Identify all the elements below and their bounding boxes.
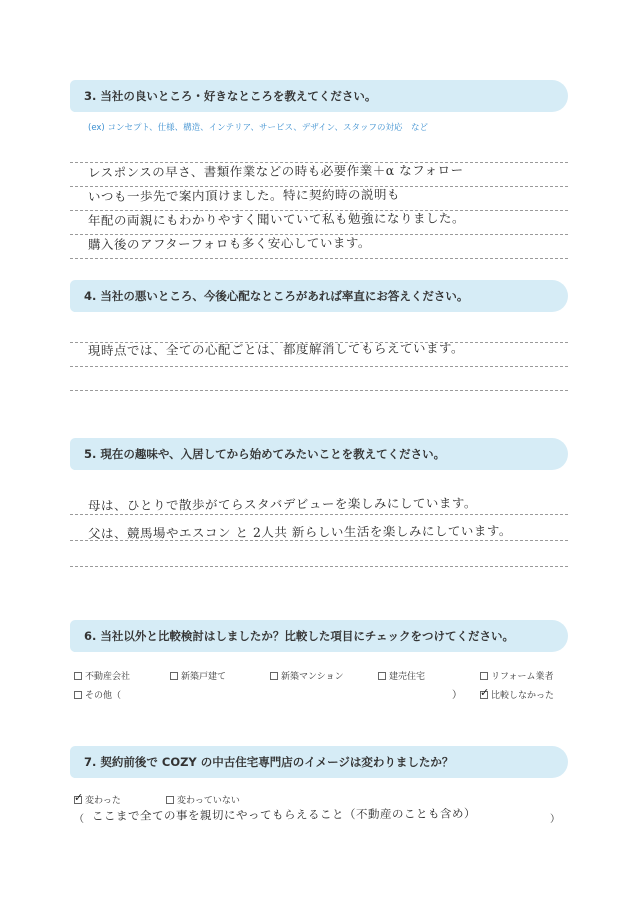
answer-line [70, 566, 568, 567]
option-label: 変わっていない [177, 796, 240, 806]
answer-line [70, 366, 568, 367]
checkbox[interactable] [378, 672, 386, 680]
answer-open-paren: （ [74, 814, 84, 825]
question-3-header [70, 80, 568, 112]
option-label: 新築マンション [281, 672, 344, 682]
answer-line [70, 390, 568, 391]
option-label: 新築戸建て [181, 672, 227, 682]
question-3-answer-line-4: 購入後のアフターフォロも多く安心しています。 [87, 235, 371, 252]
question-6-header [70, 620, 568, 652]
checkbox[interactable] [74, 691, 82, 699]
question-4-title: 4. 当社の悪いところ、今後心配なところがあれば率直にお答えください。 [84, 289, 469, 303]
question-5-answer-line-2: 父は、競馬場やエスコン と 2人共 新らしい生活を楽しみにしています。 [87, 523, 512, 541]
option-label: 変わった [85, 796, 121, 806]
question-3-answer-line-2: いつも一歩先で案内頂けました。特に契約時の説明も [87, 186, 401, 204]
question-6-title: 6. 当社以外と比較検討はしましたか？比較した項目にチェックをつけてください。 [84, 629, 515, 643]
checkbox[interactable] [480, 672, 488, 680]
checkbox-checked[interactable] [74, 796, 82, 804]
question-5-title: 5. 現在の趣味や、入居してから始めてみたいことを教えてください。 [84, 447, 446, 461]
option-label: 比較しなかった [491, 691, 555, 701]
question-5-answer-line-1: 母は、ひとりで散歩がてらスタバデビューを楽しみにしています。 [87, 495, 477, 513]
answer-line [70, 258, 568, 259]
checkbox[interactable] [74, 672, 82, 680]
option-changed[interactable] [74, 793, 121, 806]
option-label: リフォーム業者 [491, 672, 554, 682]
checkbox-checked[interactable] [480, 691, 488, 699]
question-3-answer-line-1: レスポンスの早さ、書類作業などの時も必要作業＋α なフォロー [87, 162, 464, 180]
option-not-changed[interactable] [166, 793, 240, 806]
question-7-answer: ここまで全ての事を親切にやってもらえること（不動産のことも含め） [91, 806, 477, 823]
checkbox[interactable] [166, 796, 174, 804]
question-4-header [70, 280, 568, 312]
option-no-comparison[interactable] [480, 688, 554, 701]
option-renovation-company[interactable] [480, 669, 554, 682]
question-4-answer-line-1: 現時点では、全ての心配ごとは、都度解消してもらえています。 [87, 340, 465, 358]
option-real-estate-company[interactable] [74, 669, 130, 682]
question-7-header [70, 746, 568, 778]
question-3-hint: (ex) コンセプト、仕様、構造、インテリア、サービス、デザイン、スタッフの対応 など [88, 123, 428, 133]
option-new-condo[interactable] [270, 669, 344, 682]
checkbox[interactable] [170, 672, 178, 680]
question-3-title: 3. 当社の良いところ・好きなところを教えてください。 [84, 89, 377, 103]
checkbox[interactable] [270, 672, 278, 680]
answer-line [70, 514, 568, 515]
question-7-title: 7. 契約前後で COZY の中古住宅専門店のイメージは変わりましたか？ [84, 755, 454, 769]
option-new-house[interactable] [170, 669, 226, 682]
option-label: 不動産会社 [85, 672, 131, 682]
option-label: その他（ [85, 691, 122, 701]
question-5-header [70, 438, 568, 470]
option-built-for-sale-house[interactable] [378, 669, 425, 682]
option-other[interactable] [74, 688, 121, 701]
question-3-answer-line-3: 年配の両親にもわかりやすく聞いていて私も勉強になりました。 [87, 210, 466, 228]
answer-close-paren: ） [550, 814, 560, 825]
option-label: 建売住宅 [389, 672, 426, 682]
other-close-paren: ） [452, 690, 462, 701]
